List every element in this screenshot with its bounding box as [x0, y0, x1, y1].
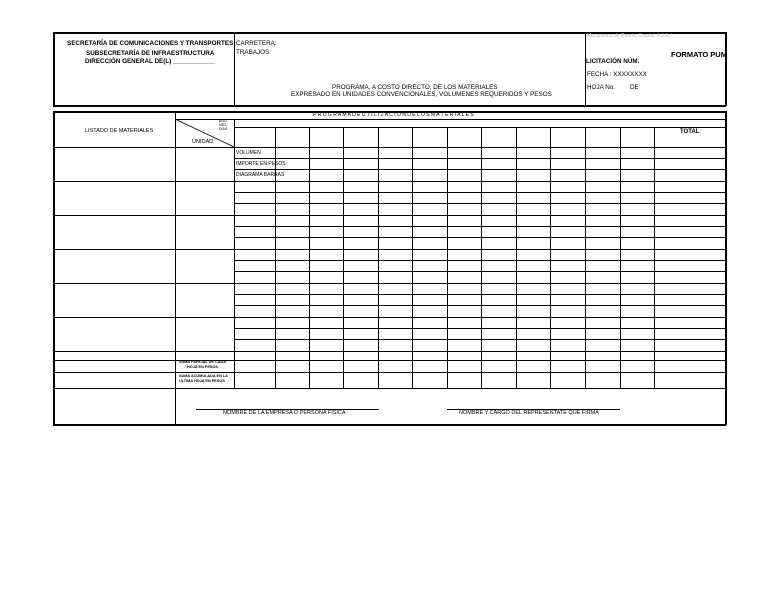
- header-left-border: [53, 32, 55, 106]
- period-column-line: [654, 127, 655, 388]
- subrow-line: [234, 328, 725, 329]
- carretera-label: CARRETERA:: [236, 40, 277, 47]
- period-column-line: [343, 127, 344, 388]
- hoja-label: HOJA No.: [587, 84, 615, 91]
- programa-line1: PROGRAMA, A COSTO DIRECTO, DE LOS MATERIALES: [332, 84, 498, 91]
- period-column-line: [620, 127, 621, 388]
- subrow-line: [234, 169, 725, 170]
- period-column-line: [447, 127, 448, 388]
- suma-parcial-2: HOJA EN PESOS: [187, 365, 218, 369]
- material-group-line: [53, 317, 726, 318]
- subrow-line: [234, 237, 725, 238]
- subrow-line: [234, 226, 725, 227]
- period-column-line: [378, 127, 379, 388]
- unidad-label: UNIDAD: [192, 139, 214, 145]
- header-right-border: [725, 32, 727, 106]
- fecha-label: FECHA : XXXXXXXX: [587, 71, 647, 78]
- subrow-line: [234, 158, 725, 159]
- secretaria-text: SECRETARÍA DE COMUNICACIONES Y TRANSPORTES: [67, 40, 234, 47]
- header-divider-1: [234, 32, 235, 106]
- suma-parcial-1: SUMA PARCIAL DE CADA: [179, 360, 226, 364]
- direccion-text: DIRECCIÓN GENERAL DE(L) ____________: [85, 58, 216, 65]
- formato-title: FORMATO PUM: [671, 50, 727, 59]
- subrow-line: [234, 271, 725, 272]
- col-line-unidad: [234, 119, 235, 388]
- subrow-line: [234, 294, 725, 295]
- volumen-label: VOLUMEN: [236, 150, 261, 156]
- importe-label: IMPORTE EN PESOS: [236, 161, 286, 167]
- period-column-line: [516, 127, 517, 388]
- table-bottom-border: [53, 424, 726, 426]
- diag-dias: DÍAS: [219, 127, 228, 131]
- material-group-line: [53, 181, 726, 182]
- sum-top-line: [53, 360, 726, 361]
- period-column-line: [550, 127, 551, 388]
- subrow-line: [234, 339, 725, 340]
- material-group-line: [53, 351, 726, 352]
- table-title: P R O G R A M A D E U T I L I Z A C I O N D E L O S M A T E R I A L E S: [313, 112, 474, 118]
- diag-mes: MES: [219, 123, 227, 127]
- period-column-line: [309, 127, 310, 388]
- period-column-line: [481, 127, 482, 388]
- sum-mid-line: [53, 372, 726, 373]
- total-label: TOTAL: [680, 129, 700, 135]
- suma-acumulada-1: SUMA ACUMULADA EN LA: [179, 374, 228, 378]
- material-group-line: [53, 249, 726, 250]
- subsecretaria-text: SUBSECRETARÍA DE INFRAESTRUCTURA: [86, 50, 215, 57]
- header-divider-2: [585, 32, 586, 106]
- suma-acumulada-2: ÚLTIMA HOJA EN PESOS: [179, 379, 225, 383]
- programa-line2: EXPRESADO EN UNIDADES CONVENCIONALES, VOLUMENES REQUERIDOS Y PESOS: [291, 91, 552, 98]
- header-bottom-line: [53, 147, 726, 148]
- de-label: DE: [630, 84, 639, 91]
- faint-reference: Mecanismo de Pareto, Cuadal: 4.2.1: [587, 33, 669, 39]
- empresa-label: NOMBRE DE LA EMPRESA O PERSONA FÍSICA: [223, 410, 346, 416]
- period-column-line: [585, 127, 586, 388]
- material-group-line: [53, 215, 726, 216]
- table-left-border: [53, 111, 55, 425]
- period-column-line: [412, 127, 413, 388]
- listado-materiales-label: LISTADO DE MATERIALES: [85, 128, 154, 134]
- header-bottom-border: [53, 105, 726, 107]
- subrow-line: [234, 192, 725, 193]
- sum-bottom-line: [53, 388, 726, 389]
- table-right-border: [725, 111, 727, 425]
- title-row-line: [175, 119, 725, 120]
- material-group-line: [53, 283, 726, 284]
- trabajos-label: TRABAJOS:: [236, 49, 271, 56]
- diagrama-label: DIAGRAMA BARRAS: [236, 172, 285, 178]
- licitacion-label: LICITACIÓN NÚM.: [586, 58, 640, 65]
- col-line-listado: [175, 112, 176, 424]
- subrow-line: [234, 260, 725, 261]
- diag-ano: AÑO: [219, 119, 227, 123]
- subrow-line: [234, 203, 725, 204]
- representante-label: NOMBRE Y CARGO DEL REPRESENTATE QUE FIRMA: [459, 410, 599, 416]
- subrow-line: [234, 305, 725, 306]
- header-upper-line: [234, 127, 725, 128]
